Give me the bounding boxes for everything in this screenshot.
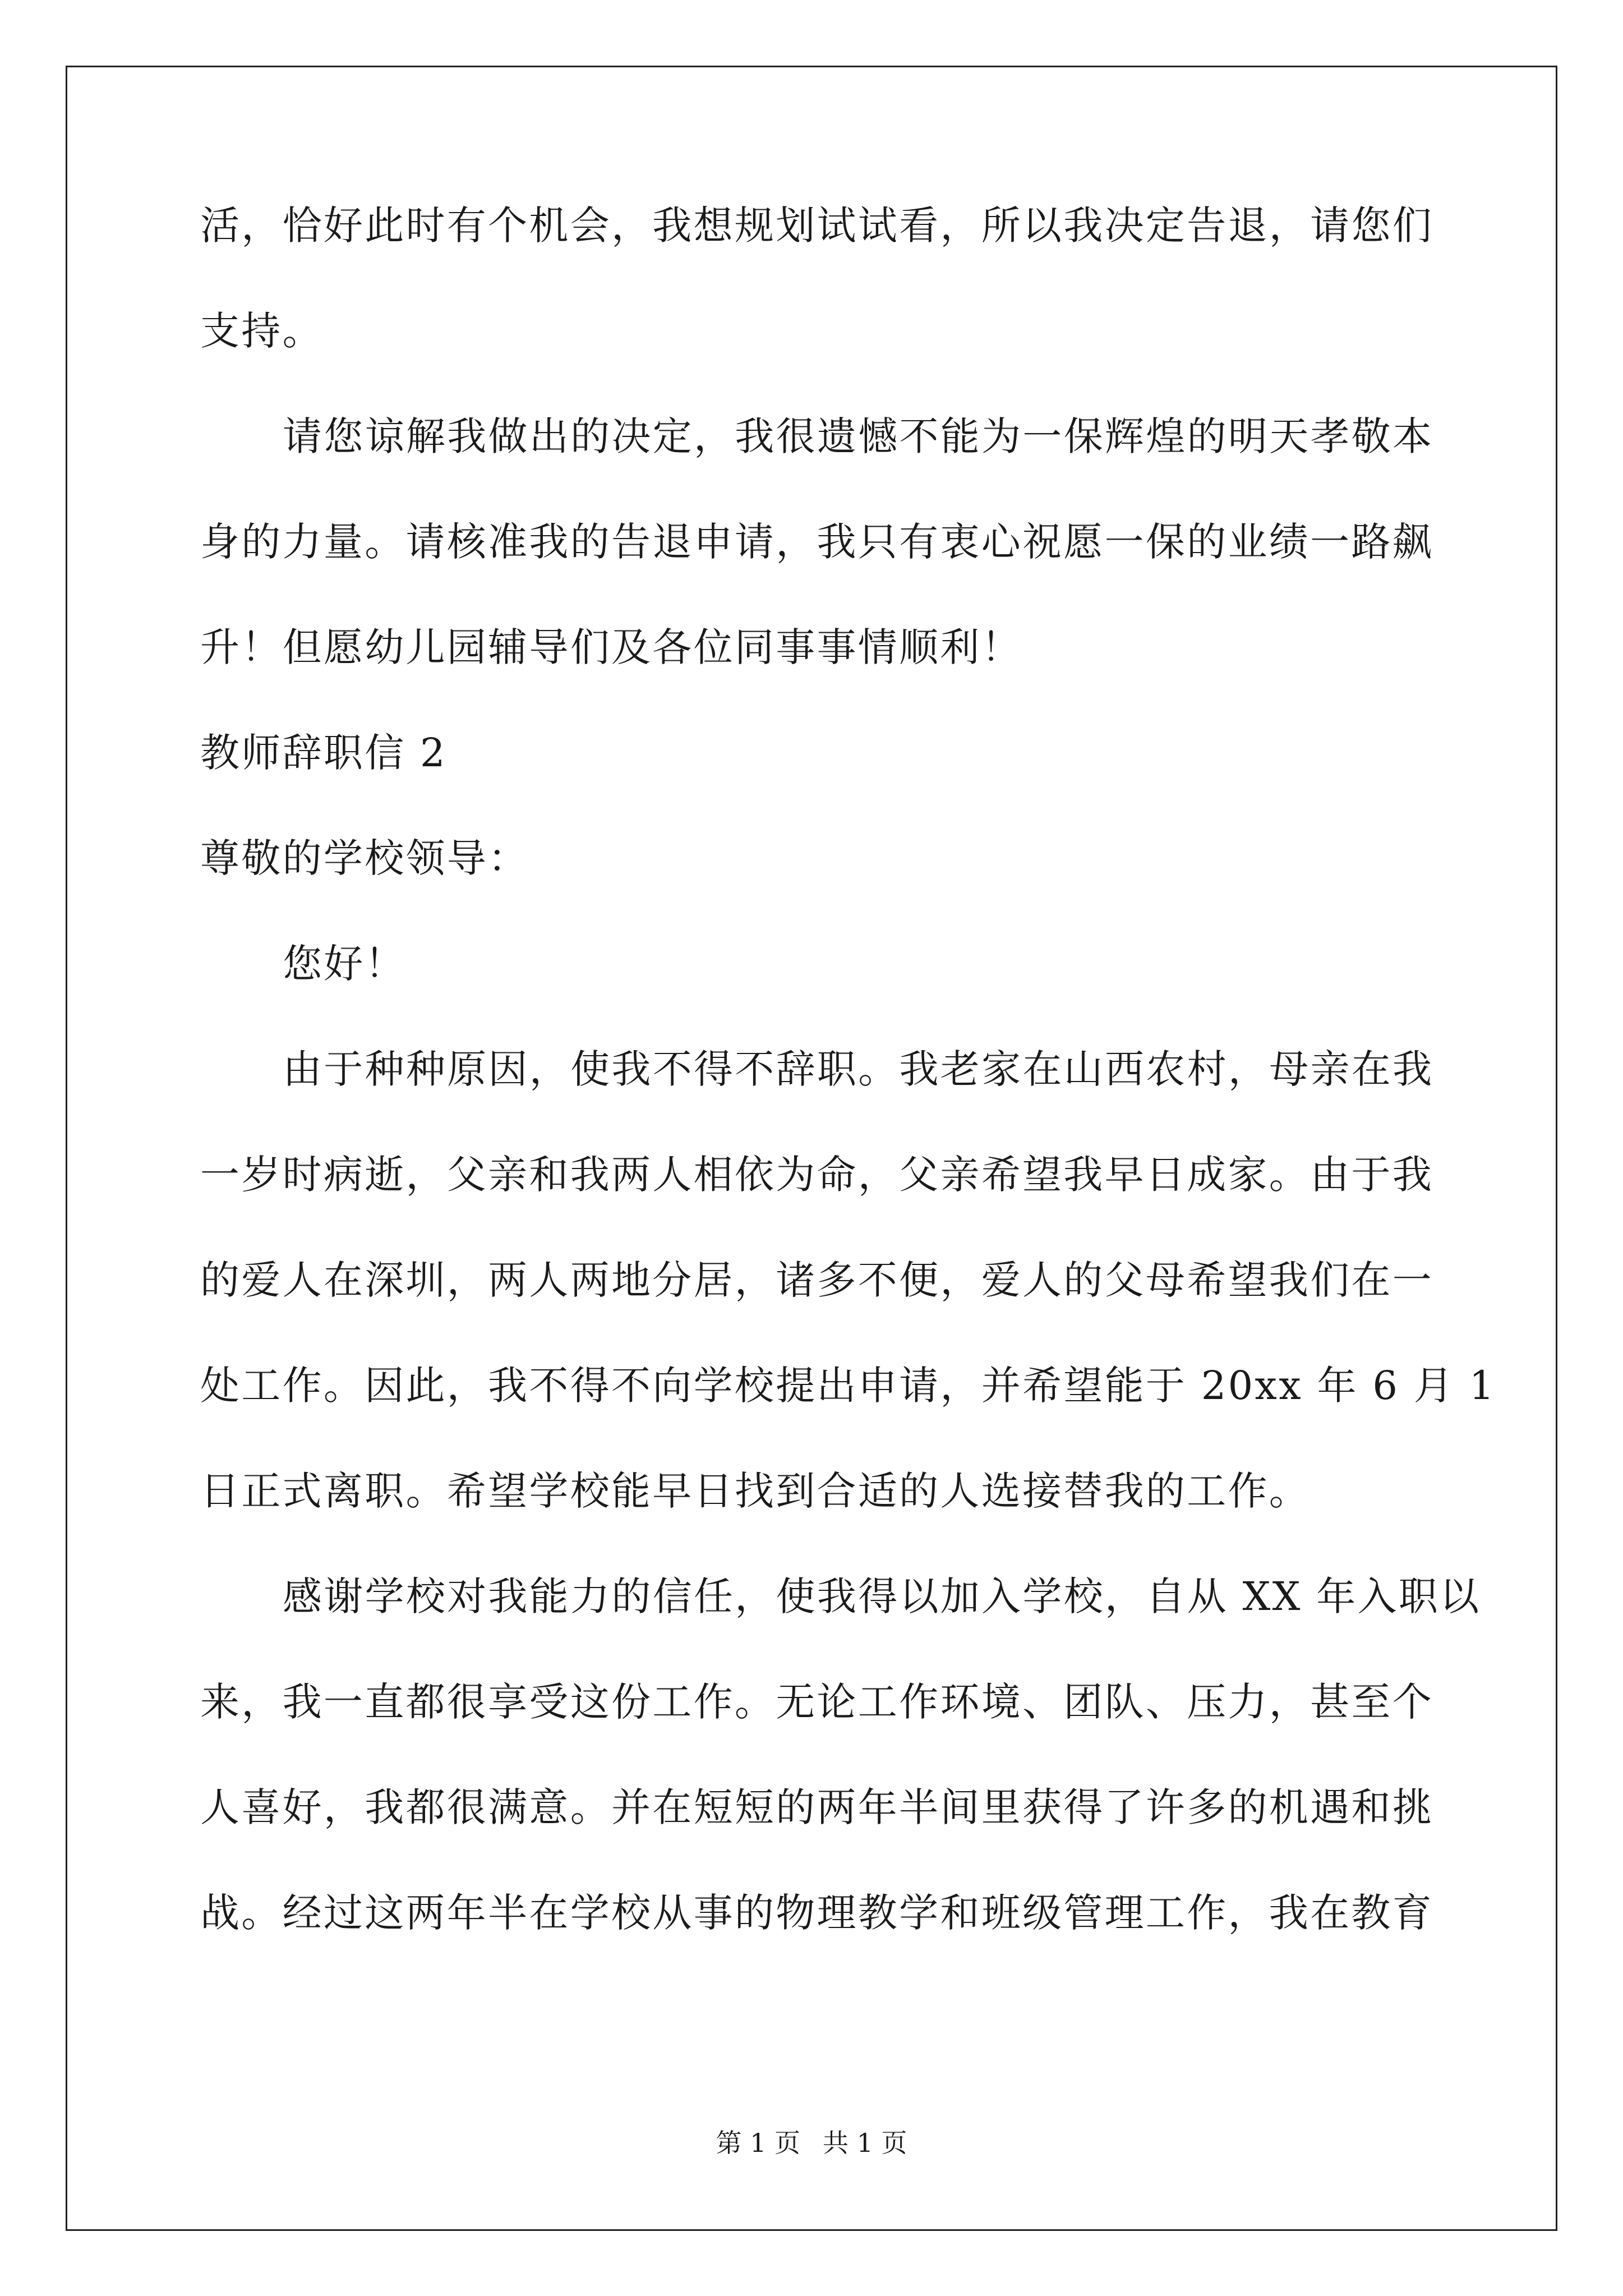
text-line: 人喜好，我都很满意。并在短短的两年半间里获得了许多的机遇和挑 — [200, 1784, 1433, 1830]
text-line: 战。经过这两年半在学校从事的物理教学和班级管理工作，我在教育 — [200, 1890, 1433, 1936]
paragraph-first-line: 请您谅解我做出的决定，我很遗憾不能为一保辉煌的明天孝敬本 — [283, 413, 1434, 459]
text-line: 来，我一直都很享受这份工作。无论工作环境、团队、压力，甚至个 — [200, 1679, 1433, 1725]
salutation: 尊敬的学校领导： — [200, 835, 529, 881]
paragraph-first-line: 由于种种原因，使我不得不辞职。我老家在山西农村，母亲在我 — [283, 1046, 1434, 1092]
text-line: 身的力量。请核准我的告退申请，我只有衷心祝愿一保的业绩一路飙 — [200, 519, 1433, 565]
text-line: 的爱人在深圳，两人两地分居，诸多不便，爱人的父母希望我们在一 — [200, 1257, 1433, 1303]
paragraph-first-line: 感谢学校对我能力的信任，使我得以加入学校，自从 XX 年入职以 — [283, 1573, 1481, 1619]
page-footer — [0, 2126, 1623, 2160]
text-line: 一岁时病逝，父亲和我两人相依为命，父亲希望我早日成家。由于我 — [200, 1152, 1433, 1198]
text-line: 日正式离职。希望学校能早日找到合适的人选接替我的工作。 — [200, 1468, 1311, 1514]
text-line: 处工作。因此，我不得不向学校提出申请，并希望能于 20xx 年 6 月 1 — [200, 1363, 1496, 1409]
document-body — [200, 199, 1496, 1939]
greeting: 您好！ — [283, 941, 406, 987]
text-line: 支持。 — [200, 308, 324, 354]
text-line: 活，恰好此时有个机会，我想规划试试看，所以我决定告退，请您们 — [200, 203, 1433, 249]
page-number: 第 1 页 — [716, 2128, 800, 2158]
section-heading: 教师辞职信 2 — [200, 730, 447, 776]
text-line: 升！但愿幼儿园辅导们及各位同事事情顺利！ — [200, 624, 1022, 670]
page-total: 共 1 页 — [823, 2128, 907, 2158]
